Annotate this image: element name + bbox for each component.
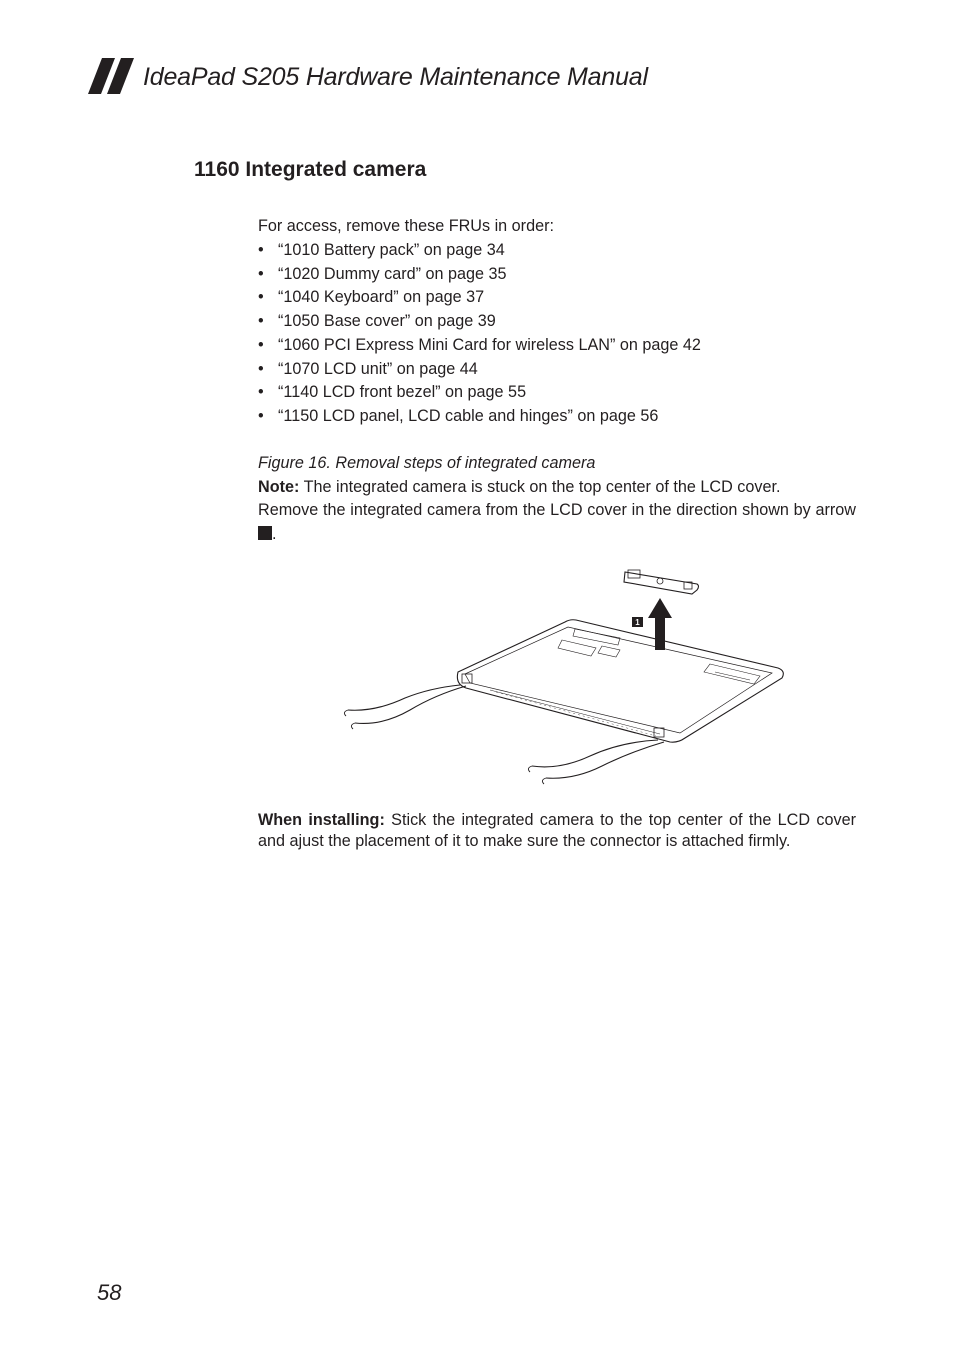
fru-link-text: “1140 LCD front bezel” on page 55 [278,383,527,402]
cable-end [344,710,348,716]
list-item [258,381,858,405]
note-text: The integrated camera is stuck on the top center of the LCD cover. [299,478,781,496]
cover-detail [496,692,656,736]
bullet: • [258,406,264,425]
cover-detail [598,646,620,657]
manual-title: IdeaPad S205 Hardware Maintenance Manual [143,63,648,91]
fru-list [258,239,858,429]
list-item [258,286,858,310]
hinge-bracket [654,728,664,737]
fru-link-text: “1070 LCD unit” on page 44 [278,359,478,378]
camera-lens [657,578,663,584]
access-intro: For access, remove these FRUs in order: [258,217,554,235]
cable-end [528,766,532,772]
hinge-bracket [462,674,472,683]
bullet: • [258,335,264,354]
cover-detail [558,640,596,656]
fru-link-text: “1010 Battery pack” on page 34 [278,241,505,259]
bullet: • [258,359,264,378]
install-text: Stick the integrated camera to the top center of the LCD cover and ajust the placement of it to make sure the connector is attached firmly. [258,811,856,850]
fru-link-text: “1020 Dummy card” on page 35 [278,264,507,283]
bullet: • [258,241,264,259]
bullet: • [258,383,264,402]
antenna-cable [546,742,664,778]
fru-link-text: “1060 PCI Express Mini Card for wireless LAN” on page 42 [278,335,701,354]
bullet: • [258,312,264,331]
list-item [258,263,858,287]
list-item [258,358,858,382]
cover-detail [704,664,760,684]
bullet: • [258,288,264,307]
cover-detail [490,690,660,734]
antenna-cable [532,740,658,767]
list-item [258,239,858,263]
install-instruction [258,810,856,852]
bullet: • [258,264,264,283]
figure-caption: Figure 16. Removal steps of integrated camera [258,454,596,472]
fru-link-text: “1050 Base cover” on page 39 [278,312,496,331]
fru-link-text: “1040 Keyboard” on page 37 [278,288,485,307]
antenna-cable [348,685,460,710]
note-label: Note: [258,478,300,496]
step-marker-icon [258,526,272,540]
removal-figure [320,560,800,790]
remove-text: Remove the integrated camera from the LCD cover in the direction shown by arrow [258,501,856,519]
remove-instruction [258,499,856,546]
list-item [258,405,858,429]
cable-end [542,778,546,784]
page-header [88,58,888,98]
install-label: When installing: [258,811,385,829]
camera-module [624,572,699,594]
step-label: 1 [635,618,640,627]
remove-suffix: . [272,524,277,543]
cable-end [351,723,355,729]
antenna-cable [355,686,466,723]
note-paragraph [258,476,856,500]
fru-link-text: “1150 LCD panel, LCD cable and hinges” on page 56 [278,406,659,425]
page-number: 58 [97,1280,122,1305]
section-title: 1160 Integrated camera [194,158,427,181]
list-item [258,310,858,334]
list-item [258,334,858,358]
double-slash-logo-icon [88,58,136,96]
